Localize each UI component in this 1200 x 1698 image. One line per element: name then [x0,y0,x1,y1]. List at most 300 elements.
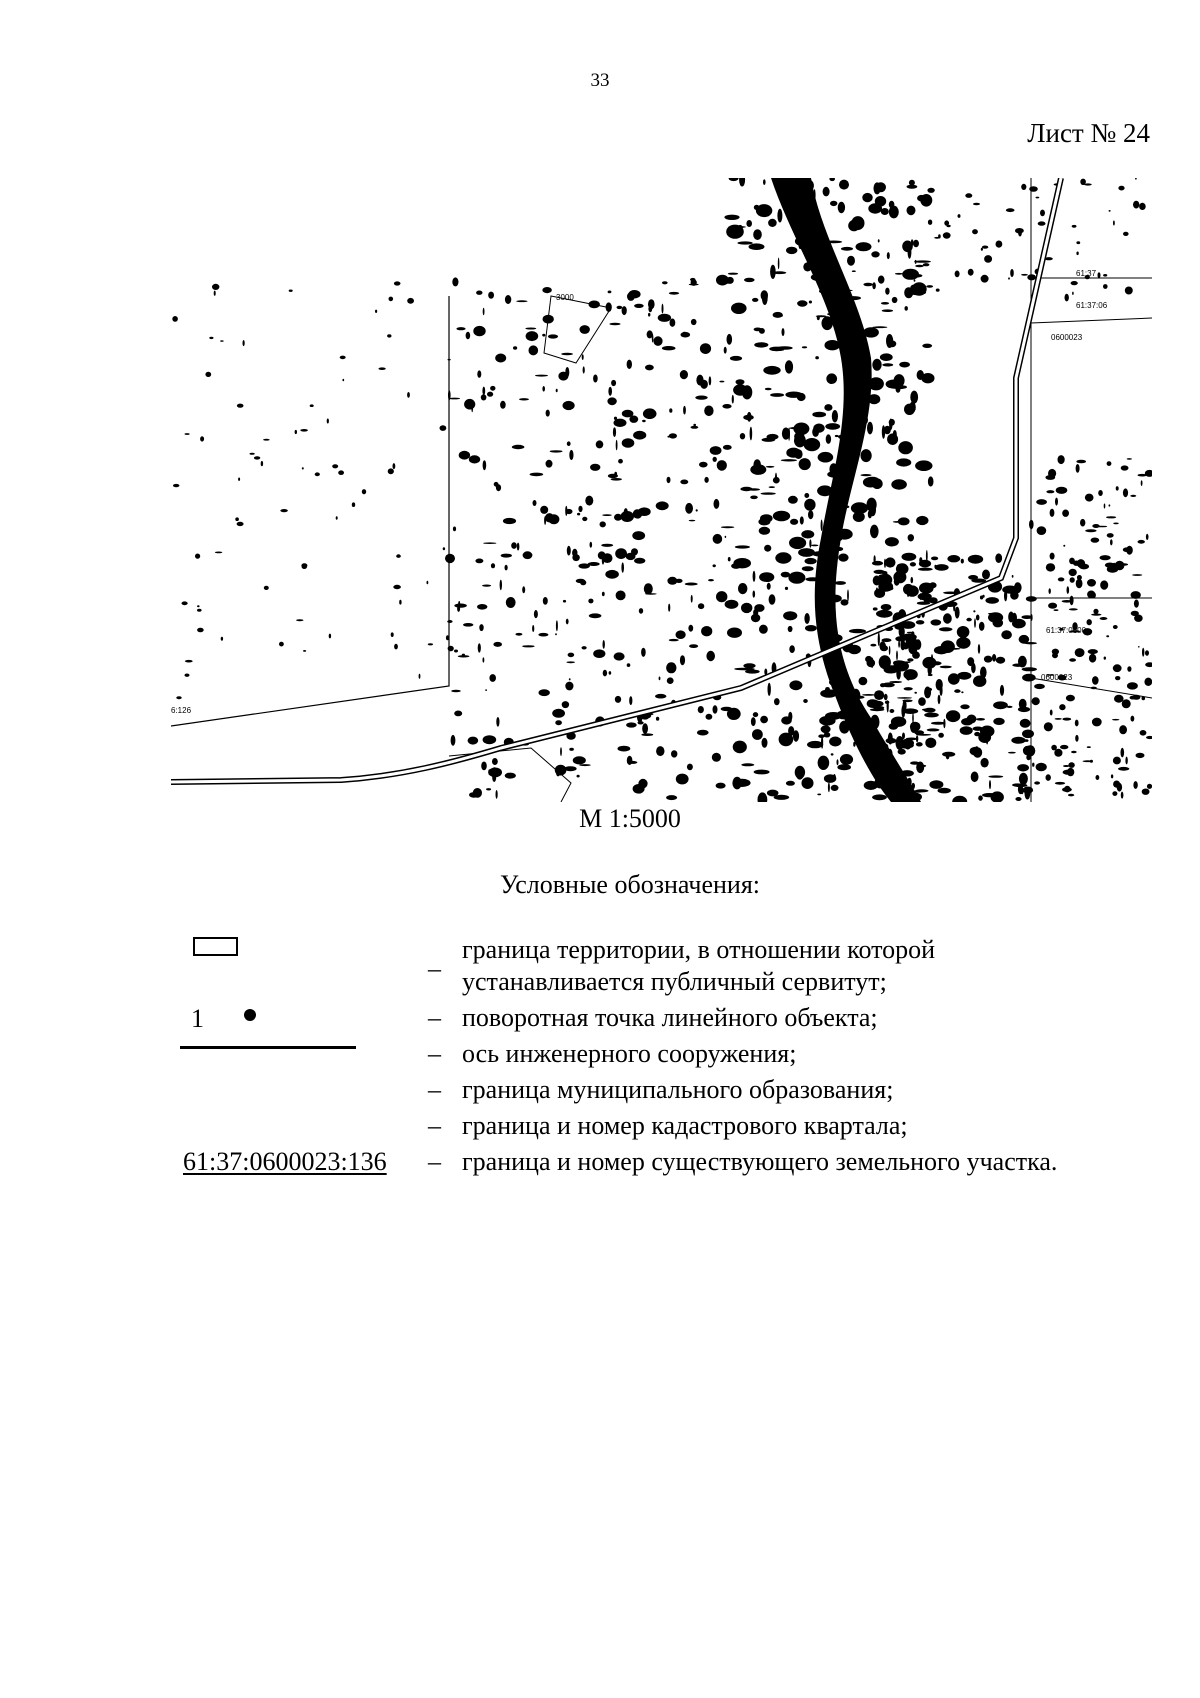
vegetation-spot [789,645,795,653]
vegetation-spot [736,379,745,385]
vegetation-spot [1112,719,1119,721]
vegetation-spot [1008,752,1016,754]
vegetation-spot [1103,274,1107,277]
vegetation-spot [895,636,906,641]
vegetation-spot [767,434,779,440]
vegetation-spot [1145,662,1152,667]
vegetation-spot [220,340,224,342]
vegetation-spot [1054,749,1062,757]
vegetation-spot [832,410,838,422]
vegetation-spot [781,716,792,724]
vegetation-spot [730,356,742,361]
vegetation-spot [1046,563,1055,571]
vegetation-spot [463,623,473,627]
vegetation-spot [671,750,677,757]
vegetation-spot [176,696,181,699]
vegetation-spot [973,203,980,206]
vegetation-spot [481,394,487,400]
vegetation-spot [1037,526,1047,535]
vegetation-spot [802,566,814,571]
vegetation-spot [1069,558,1075,565]
vegetation-spot [1012,619,1026,629]
vegetation-spot [893,430,897,439]
vegetation-spot [864,479,872,484]
vegetation-spot [658,314,671,322]
vegetation-spot [645,365,654,371]
vegetation-spot [609,671,612,675]
vegetation-spot [887,252,890,259]
vegetation-spot [699,462,708,468]
vegetation-spot [1012,664,1024,667]
vegetation-spot [466,332,471,339]
vegetation-spot [783,611,797,620]
vegetation-spot [1085,529,1096,532]
vegetation-spot [741,763,754,766]
vegetation-spot [917,602,930,605]
vegetation-spot [984,255,992,263]
vegetation-spot [667,677,674,684]
vegetation-spot [667,436,669,438]
vegetation-spot [891,479,907,489]
vegetation-spot [898,749,906,755]
vegetation-spot [638,507,651,516]
vegetation-spot [1066,695,1075,702]
vegetation-spot [1072,292,1074,295]
vegetation-spot [689,284,699,286]
vegetation-spot [910,761,919,764]
vegetation-spot [639,608,643,614]
vegetation-spot [725,600,739,609]
vegetation-spot [1109,210,1111,212]
vegetation-spot [656,746,664,756]
vegetation-spot [1118,767,1129,771]
vegetation-spot [728,273,738,275]
vegetation-spot [1055,782,1065,785]
vegetation-spot [1118,186,1124,191]
vegetation-spot [696,509,698,511]
vegetation-spot [394,281,401,285]
vegetation-spot [978,731,991,743]
vegetation-spot [947,555,960,562]
vegetation-spot [856,242,872,251]
vegetation-spot [342,379,344,382]
vegetation-spot [709,376,712,385]
vegetation-spot [729,178,739,181]
sheet-label: Лист № 24 [1027,118,1150,148]
vegetation-spot [848,220,860,231]
vegetation-spot [955,271,960,278]
vegetation-spot [579,764,591,766]
vegetation-spot [617,306,623,309]
vegetation-spot [774,795,790,800]
vegetation-spot [922,344,932,348]
vegetation-spot [882,309,893,312]
vegetation-spot [897,697,912,699]
vegetation-spot [608,387,612,396]
vegetation-spot [1006,208,1015,212]
vegetation-spot [788,427,790,440]
vegetation-spot [1107,533,1114,538]
vegetation-spot [493,642,502,647]
vegetation-spot [1076,241,1080,244]
vegetation-spot [556,620,558,631]
vegetation-spot [332,464,338,468]
vegetation-spot [880,645,888,651]
vegetation-spot [986,733,988,744]
vegetation-spot [1125,287,1133,295]
vegetation-spot [958,214,961,218]
vegetation-spot [1121,792,1124,799]
vegetation-spot [473,788,482,798]
vegetation-spot [1010,269,1014,277]
vegetation-spot [622,438,635,448]
vegetation-spot [1080,519,1085,527]
vegetation-spot [683,406,686,415]
vegetation-spot [981,758,989,768]
vegetation-spot [1018,229,1022,236]
vegetation-spot [743,415,754,420]
vegetation-spot [905,306,908,311]
vegetation-spot [752,298,758,302]
vegetation-spot [1008,612,1014,623]
vegetation-spot [1075,720,1079,727]
vegetation-spot [957,626,970,638]
vegetation-spot [889,681,902,683]
vegetation-spot [788,726,794,736]
vegetation-spot [1067,768,1074,776]
vegetation-spot [552,709,565,718]
vegetation-spot [1060,745,1068,749]
vegetation-spot [583,366,585,373]
vegetation-spot [214,291,216,296]
vegetation-spot [700,380,708,389]
vegetation-spot [824,404,832,411]
vegetation-spot [1019,773,1028,785]
vegetation-spot [892,297,898,303]
vegetation-spot [483,460,487,470]
vegetation-spot [197,628,204,633]
vegetation-spot [580,325,590,334]
vegetation-spot [689,644,698,648]
vegetation-spot [926,285,933,288]
vegetation-spot [209,337,213,339]
vegetation-spot [880,353,893,361]
vegetation-spot [506,597,516,608]
vegetation-spot [1017,764,1029,771]
vegetation-spot [1088,649,1098,654]
vegetation-spot [713,705,718,713]
vegetation-spot [761,492,776,494]
map[interactable] [171,178,1152,802]
vegetation-spot [953,603,955,611]
vegetation-spot [172,316,178,322]
vegetation-spot [632,531,645,540]
vegetation-spot [459,451,470,460]
vegetation-spot [680,655,685,665]
vegetation-spot [1113,757,1121,765]
vegetation-spot [458,601,460,609]
vegetation-spot [1132,574,1142,576]
vegetation-spot [185,660,193,663]
vegetation-spot [593,649,605,658]
vegetation-spot [1104,657,1106,660]
vegetation-spot [1059,704,1065,710]
vegetation-spot [985,597,999,604]
vegetation-spot [1096,775,1100,780]
vegetation-spot [751,717,756,726]
vegetation-spot [928,665,932,676]
vegetation-spot [884,426,891,435]
vegetation-spot [1058,455,1065,464]
vegetation-spot [765,388,772,391]
vegetation-spot [215,552,222,554]
vegetation-spot [721,526,734,528]
vegetation-spot [804,499,815,511]
vegetation-spot [928,220,932,225]
vegetation-spot [542,386,545,392]
vegetation-spot [598,551,606,559]
vegetation-spot [931,619,942,625]
vegetation-spot [567,441,571,446]
vegetation-spot [966,618,971,622]
vegetation-spot [934,646,949,654]
vegetation-spot [919,583,934,594]
vegetation-spot [897,564,903,568]
vegetation-spot [863,283,872,286]
vegetation-spot [1146,736,1152,739]
vegetation-spot [1130,495,1136,497]
vegetation-spot [915,265,924,268]
vegetation-spot [1125,757,1127,765]
vegetation-spot [1069,658,1076,662]
vegetation-spot [1085,494,1094,502]
vegetation-spot [908,246,912,259]
legend-item-turning-point: поворотная точка линейного объекта; [462,1003,878,1032]
vegetation-spot [1121,748,1125,758]
vegetation-spot [1062,718,1071,721]
vegetation-spot [1120,563,1128,566]
vegetation-spot [525,328,536,330]
vegetation-spot [589,613,602,618]
vegetation-spot [548,514,559,524]
vegetation-spot [914,279,916,282]
vegetation-spot [798,548,815,557]
vegetation-spot [539,689,550,696]
vegetation-spot [811,545,818,547]
vegetation-spot [648,313,650,317]
vegetation-spot [1014,582,1022,593]
vegetation-spot [668,604,670,612]
river [771,178,921,802]
vegetation-spot [906,585,919,596]
vegetation-spot [1114,695,1124,703]
vegetation-spot [1076,460,1086,464]
vegetation-spot [910,562,916,566]
vegetation-spot [254,456,260,459]
vegetation-spot [724,347,727,354]
vegetation-spot [943,592,958,595]
vegetation-spot [777,209,782,223]
vegetation-spot [576,579,586,583]
vegetation-spot [1134,615,1143,622]
map-label-right-parcel-2: 61:37:06 [1076,301,1108,310]
vegetation-spot [590,464,600,471]
vegetation-spot [1025,745,1035,756]
vegetation-spot [789,680,802,690]
vegetation-spot [578,563,590,568]
vegetation-spot [961,559,964,564]
vegetation-spot [835,581,846,585]
vegetation-spot [688,625,693,632]
vegetation-spot [379,367,386,370]
vegetation-spot [666,662,676,673]
vegetation-spot [761,290,768,300]
vegetation-spot [542,287,551,293]
vegetation-spot [885,537,899,546]
vegetation-spot [486,788,491,790]
vegetation-spot [500,401,506,409]
vegetation-spot [478,643,481,652]
vegetation-spot [753,609,758,616]
vegetation-spot [825,712,842,720]
vegetation-spot [1052,653,1058,658]
vegetation-spot [473,326,485,336]
legend-item-municipal-boundary: граница муниципального образования; [462,1075,894,1104]
vegetation-spot [893,660,905,666]
vegetation-spot [569,678,571,680]
vegetation-spot [803,699,808,703]
vegetation-spot [839,180,849,190]
vegetation-spot [641,648,646,657]
turning-point-dot-icon [244,1009,256,1021]
vegetation-spot [1015,797,1021,801]
vegetation-spot [237,522,244,526]
vegetation-spot [627,663,631,667]
map-scale: М 1:5000 [579,804,681,833]
vegetation-spot [1062,600,1073,603]
vegetation-spot [1146,534,1149,540]
vegetation-spot [837,764,851,770]
vegetation-spot [889,201,895,208]
vegetation-spot [1116,486,1119,490]
cadastral-number-sample: 61:37:0600023:136 [183,1147,387,1176]
vegetation-spot [563,401,575,410]
vegetation-spot [1036,763,1047,772]
vegetation-spot [809,301,812,304]
vegetation-spot [453,527,456,532]
vegetation-spot [885,664,887,668]
vegetation-spot [667,577,677,585]
vegetation-spot [919,557,922,563]
vegetation-spot [1024,739,1028,742]
vegetation-spot [296,619,303,621]
vegetation-spot [924,708,936,713]
vegetation-spot [968,555,983,564]
vegetation-spot [886,738,897,744]
vegetation-spot [754,342,768,347]
vegetation-spot [1048,469,1056,478]
vegetation-spot [758,792,768,802]
vegetation-spot [471,405,473,412]
vegetation-spot [910,285,917,291]
vegetation-spot [972,229,978,234]
vegetation-spot [938,695,941,705]
vegetation-spot [685,583,698,586]
vegetation-spot [1020,719,1031,728]
vegetation-spot [1083,760,1093,762]
vegetation-spot [526,331,539,341]
vegetation-spot [653,336,662,346]
vegetation-spot [918,697,926,706]
vegetation-spot [993,701,1008,709]
map-label-right-parcel-5: 0600023 [1041,673,1073,682]
vegetation-spot [1140,730,1147,736]
vegetation-spot [618,746,631,752]
vegetation-spot [1076,464,1080,473]
vegetation-spot [428,643,433,645]
vegetation-spot [753,229,762,240]
vegetation-spot [1093,609,1098,614]
vegetation-spot [704,406,713,417]
vegetation-spot [1110,539,1113,545]
vegetation-spot [652,334,654,343]
vegetation-spot [662,281,668,284]
vegetation-spot [769,486,775,488]
vegetation-spot [908,643,917,654]
vegetation-spot [786,247,797,254]
vegetation-spot [910,391,918,404]
vegetation-spot [1131,716,1135,722]
vegetation-spot [1032,697,1040,705]
vegetation-spot [338,470,344,475]
vegetation-spot [669,639,679,641]
vegetation-spot [656,717,659,721]
vegetation-spot [727,628,742,638]
vegetation-spot [754,205,760,210]
vegetation-spot [870,525,879,539]
vegetation-spot [622,306,627,315]
vegetation-spot [513,346,517,349]
vegetation-spot [538,633,548,637]
vegetation-spot [569,450,573,460]
vegetation-spot [903,669,917,680]
vegetation-spot [1046,490,1054,493]
map-canvas[interactable] [171,178,1152,802]
vegetation-spot [896,667,901,679]
vegetation-spot [577,775,580,778]
vegetation-spot [669,408,672,412]
vegetation-spot [295,430,297,434]
vegetation-spot [627,756,633,765]
vegetation-spot [655,694,666,699]
vegetation-spot [1100,555,1111,560]
vegetation-spot [609,323,620,325]
vegetation-spot [1092,676,1099,685]
vegetation-spot [560,747,562,756]
vegetation-spot [1034,781,1040,784]
vegetation-spot [982,570,990,580]
vegetation-spot [669,433,677,438]
legend-title: Условные обозначения: [499,870,761,899]
vegetation-spot [830,201,837,206]
vegetation-spot [238,478,240,481]
vegetation-spot [641,733,653,736]
vegetation-spot [911,239,914,246]
vegetation-spot [393,585,401,589]
vegetation-spot [642,420,646,422]
vegetation-spot [618,459,623,464]
vegetation-spot [1145,650,1149,656]
